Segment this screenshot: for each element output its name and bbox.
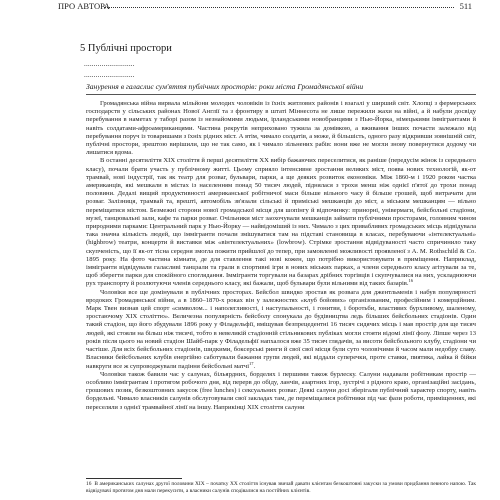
- placeholder-dots: ..........................: [84, 71, 135, 79]
- paragraph: Чоловіки все ще домінували в публічних просторах. Бейсбол швидко зростав як розвага для джентльменів і набув популярності вродоких Громадянської війни, а в 1860–1870-х роках він у залежностях «клуб бойових» організованим, професійним і комерційним. Марк Твен визнав цей спорт «символом... і наполегливості, і наступальності, і гонитви, і боротьби, властивих бурхливому, шаленому, зростаючому ХІХ століттю». Величезна популярність бейсболу спонукала до будівництва ледь більших бейсбольних стадіонів. Один такий стадіон, що його збудували 1896 року у Філадельфії, вміщував безпрецедентні 16 тисяч сидячих місць і мав простір для ще тисяч людей, які стояли на більш ніж тисячі, тобто в невеликій стадіонній стільникових публіках могли стояти відомі лінії фолу. Ліпше через 13 років після цього на новий стадіон Шайб-парк у Філадельфії напхалося вже 35 тисяч глядачів, за висоти бейсбольного клубу, стадіони чи частіше. Для всіх бейсбольних стадіонів, шидкими, боксерські ринги й свої свої місця були суто чоловічими й часом мали недобру славу. Власники бейсбольних клубів енергійно саботували бажання групи людей, які віддали суперечки, проте ставки, пиятика, лайка й бійки навкруги все ж супроводжували падіння бейсбольні матчі$^{17}$.: [86, 288, 476, 370]
- paragraph: [86, 371, 476, 412]
- paragraph-text: Чоловіки все ще домінували в публічних просторах. Бейсбол швидко зростав як розвага для джентльменів і набув популярності вродоких Громадянської війни, а в 1860–1870-х роках він у залежностях «клуб бойових» організованим, професійним і комерційним. Марк Твен визнав цей спорт «символом... і наполегливості, і наступальності, і гонитви, і боротьби, властивих бурхливому, шаленому, зростаючому ХІХ століттю». Величезна популярність бейсболу спонукала до будівництва ледь більших бейсбольних стадіонів. Один такий стадіон, що його збудували 1896 року у Філадельфії, вміщував безпрецедентні 16 тисяч сидячих місць і мав простір для ще тисяч людей, які стояли на більш ніж тисячі, тобто в невеликій стадіонній стільникових публіках могли стояти відомі лінії фолу. Ліпше через 13 років після цього на новий стадіон Шайб-парк у Філадельфії напхалося вже 35 тисяч глядачів, за висоти бейсбольного клубу, стадіони чи частіше. Для всіх бейсбольних стадіонів, шидкими, боксерські ринги й свої свої місця були суто чоловічими й часом мали недобру славу. Власники бейсбольних клубів енергійно саботували бажання групи людей, які віддали суперечки, проте ставки, пиятика, лайка й бійки навкруги все ж супроводжували падіння бейсбольні матчі: [86, 288, 476, 370]
- footnote-divider: [86, 478, 182, 479]
- footnote-mark[interactable]: 16: [408, 278, 414, 284]
- toc-leader-dots: [104, 7, 454, 8]
- toc-entry[interactable]: [58, 0, 472, 12]
- body-text: [86, 100, 476, 412]
- paragraph: [86, 100, 476, 157]
- paragraph-text: В останні десятиліття ХІХ століття й перші десятиліття ХХ вибір бажаючих переселитися, як раніше (передусім жінок із середнього класу), почали брати участь у публічному житті. Цьому сприяло інтенсивне зростання великих міст, поява нових технологій, як-от трамвай, нові індустрії, так як театр для розваг, бульвари, парки, а ще деяких розвиток економіки. Між 1860-м і 1920 роком частка американців, які мешкали в містах із населенням понад 50 тисяч людей, піднялася з трохи менш ніж однієї п'ятої до трохи понад половини. Дедалі вищий продуктивності американської робітничої маси більше вільного часу й більше грошей, щоб витрачати для розваг. Залізниця, трамвай та, врешті, автомобіль зв'язали сільські й приміські мешканців до міст, а міським мешканцям — вільно переміщатися містом. Безмежні сторони нової громадської місця для шопінгу й відпочинку: принорні, універмаги, бейсбольні стадіони, музеї, танцювальні зали, кафе та парки розваг. Очільники міст заохочували мешканців займати публічними просторами, головним чином природними парками: Центральний парк у Нью-Йорку — найвідоміший із них. Чимало з цих привабливих громадських місць відвідувала така значна кількість людей, що іммігранти почали змішуватися там на підставі становища в класах, перебуваючи «інтелектуальні» (highbrow) театри, концерти й виставки між «вінтелектуальних» (lowbrow). Стрімке зростання відвідуваності часто спричинило таку скупченість, що її як-от тісна середня змогла пожити прийшлої до тепер, при замовленні можливості проявленої з А. М. Rothschild & Co. 1895 року. На фото частина кімнати, де для ставлення такі нові кожен, що потрібно використовувати в приміщення. Наприклад, іммігранти відвідували галасливі танцзали та грали в спортивні ігри в нових міських парках, а члени середнього класу агітували за те, щоб зберегти парки для спокійного споглядання. Іммігранти торгували на базарах дрібних торгівців і скупчувалися на них, ускладнюючи рух транспорту й розлютуючи членів середнього класу, які бажали, щоб бульвари були вільними від таких базарів.: [86, 157, 476, 288]
- toc-label: ПРО АВТОРА: [58, 1, 110, 11]
- toc-page-number: 511: [459, 1, 472, 11]
- paragraph-text: Чоловіки також бавили час у салунах, більярдних, борделях і першими також бурлеску. Салуни надавали робітникам простір — особливо іммігрантам і протягом робочого дня, від перерв до обіду, ланчів, азартних ігор, зустрічі з рідного краю, організаційні засідань, грошових позик, безкоштовних закусок (free lunches) і сексуальних розваг. Деякі салуни досі зберігали публічний характер спорту, навіть бордельні. Чимало власників салунів обслуговували свої закладах там, де переміщалися робітники під час фази роботи, приміщеннях, які переселяли з однієї трамвайної лінії на іншу. Наприкінці ХІХ століття салуни: [86, 370, 476, 411]
- paragraph-text: Громадянська війна вирвала мільйони молодих чоловіків із їхніх житлових районів і взагалі у ширший світ. Хлопці з фермерських господарств у сільських районах Нової Англії та з фронтиру в штаті Міннесота не лише пережили жахи на війні, а й набули досвіду перебування в наметах у таборі разом із незнайомими людьми, ірландськими новобранцями з Нью-Йорка, німецькими іммігрантами й навіть солдатами-афроамериканцями. Частина рекрутів неприховано тужила за домівкою, а вживання інших почасти залежало від перебування поруч із товаришами з їхніх рідних міст. А втім, чимало солдатів, а може, й більшість, одного разу відкривши зовнішній світ, публічні простори, зрештою вирішили, що не так само, як і чимало зільнених рабів: вони вже не могли знову повернутися додому чи лишатися вдома.: [86, 100, 476, 157]
- section-epigraph: Занурення в галаслиє сум'яття публічних просторів: роки міста Громадянської війни: [86, 82, 476, 95]
- footnote: [86, 481, 476, 494]
- footnote-mark[interactable]: 17: [249, 360, 254, 366]
- footnote-number: 16: [86, 481, 92, 487]
- section-title: 5 Публічні простори: [80, 43, 172, 54]
- paragraph: [86, 157, 476, 288]
- placeholder-dots: ..........................: [84, 60, 135, 68]
- footnote-text: В американських салунах другої половини ХІХ – початку ХХ століття існував звичай давати клієнтам безкоштовні закуски за умови придбання певного напою. Так відвідувачі протягом дня мали перекусити, а власники салунів сподівалися на постійних клієнтів.: [86, 481, 476, 494]
